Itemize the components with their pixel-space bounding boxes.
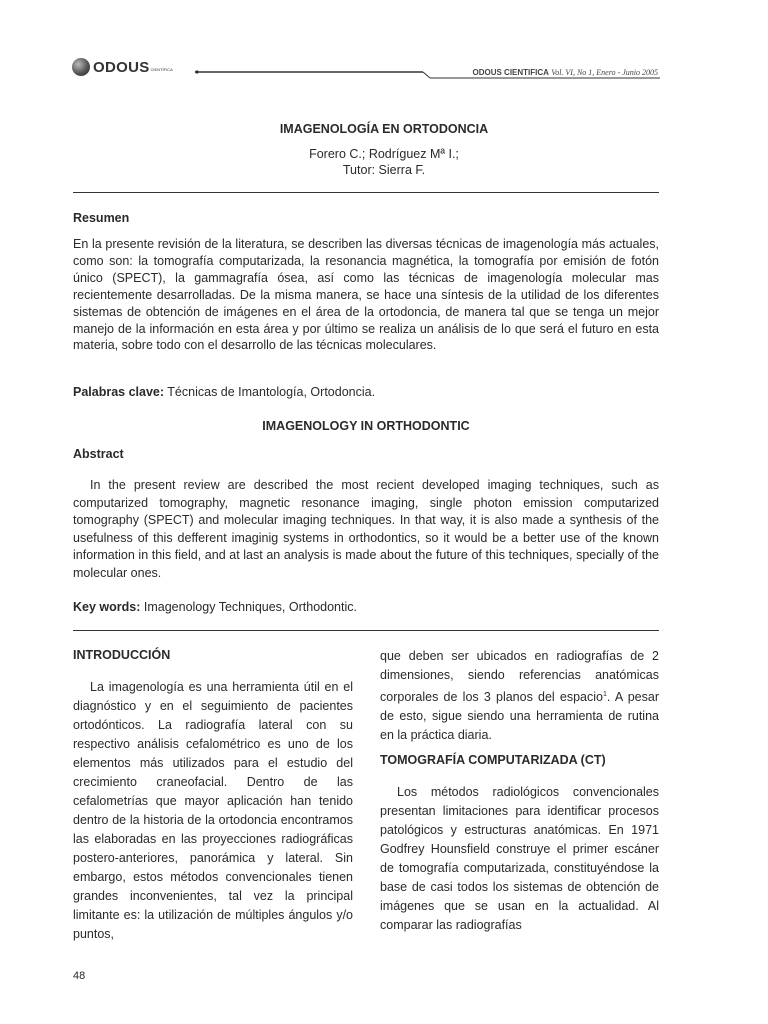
- intro-heading: INTRODUCCIÓN: [73, 648, 171, 662]
- author-list: Forero C.; Rodríguez Mª I.;: [309, 147, 459, 161]
- divider: [73, 630, 659, 631]
- divider: [73, 192, 659, 193]
- ct-heading: TOMOGRAFÍA COMPUTARIZADA (CT): [380, 753, 606, 767]
- logo-text: ODOUS: [93, 58, 150, 76]
- tutor-line: Tutor: Sierra F.: [342, 163, 426, 177]
- abstract-text: In the present review are described the most recient developed imaging techniques, such as computarized tomography, magnetic resonance imaging, single photon emission computarized tomography (SPECT) and molecular imaging techniques. In that way, it is also made a synthesis of the usefulness of this defferent imaginig systems in orthodontics, so it would be a better use of the known information in this field, and at last an analysis is made about the future of this techniques, specially of the molecular ones.: [73, 478, 659, 580]
- ct-column: [380, 783, 659, 935]
- ct-text: Los métodos radiológicos convencionales presentan limitaciones para identificar procesos patológicos y estructuras anatómicas. En 1971 Godfrey Hounsfield construye el primer escáner de tomografía computarizada, constituyéndose la base de casi todos los sistemas de obtención de imágenes que se usan en la actualidad. Al comparar las radiografías: [380, 785, 659, 932]
- intro-continued-text-a: que deben ser ubicados en radiografías de 2 dimensiones, siendo referencias anatómicas corporales de los 3 planos del espacio: [380, 649, 659, 705]
- key-words-label: Key words:: [73, 600, 141, 614]
- reference-marker: 1: [602, 691, 607, 698]
- intro-continued: [380, 647, 659, 745]
- logo-subtext: CIENTÍFICA: [150, 67, 173, 72]
- abstract-heading: Abstract: [73, 447, 124, 461]
- intro-text: La imagenología es una herramienta útil en el diagnóstico y en el seguimiento de pacientes ortodónticos. La radiografía lateral con su respectivo análisis cefalométrico es uno de los elementos más utilizados para el estudio del crecimiento craneofacial. Dentro de las cefalometrías que mayor aplicación han tenido dentro de la historia de la ortodoncia encontramos las elaboradas en las proyecciones radiográficas postero-anteriores, panorámica y lateral. Sin embargo, estos métodos convencionales tienen grandes inconvenientes, tal vez la principal limitante es: la utilización de múltiples ángulos y/o puntos,: [73, 680, 353, 941]
- palabras-clave-text: Técnicas de Imantología, Ortodoncia.: [167, 385, 376, 399]
- resumen-heading: Resumen: [73, 211, 130, 225]
- intro-continued-text-b: . A pesar de esto, sigue siendo una herramienta de rutina en la práctica diaria.: [380, 690, 659, 743]
- journal-issue: Vol. VI, No 1, Enero - Junio 2005: [551, 68, 658, 77]
- english-title: IMAGENOLOGY IN ORTHODONTIC: [262, 419, 470, 433]
- article-title: IMAGENOLOGÍA EN ORTODONCIA: [279, 122, 489, 136]
- journal-logo: [72, 58, 173, 76]
- intro-column: [73, 678, 353, 944]
- palabras-clave-label: Palabras clave:: [73, 385, 165, 399]
- palabras-clave: [73, 384, 659, 401]
- article-authors: [0, 146, 768, 178]
- key-words-text: Imagenology Techniques, Orthodontic.: [143, 600, 357, 614]
- page-number: 48: [73, 970, 86, 982]
- key-words: [73, 599, 659, 616]
- journal-citation: [473, 68, 659, 77]
- journal-name: ODOUS CIENTIFICA: [472, 68, 549, 77]
- resumen-text: En la presente revisión de la literatura, se describen las diversas técnicas de imagenología más actuales, como son: la tomografía computarizada, la resonancia magnética, la tomografía por emisión de fotón único (SPECT), la gammagrafía ósea, así como las técnicas de imagenología molecular mas recientemente desarrolladas. De la misma manera, se hace una síntesis de la utilidad de los diferentes sistemas de obtención de imágenes en el área de la ortodoncia, de manera tal que se tenga un mejor manejo de la información en esta área y por último se realiza un análisis de lo que será el futuro en esta materia, sobre todo con el desarrollo de las técnicas moleculares.: [73, 237, 659, 353]
- logo-emblem-icon: [72, 58, 90, 76]
